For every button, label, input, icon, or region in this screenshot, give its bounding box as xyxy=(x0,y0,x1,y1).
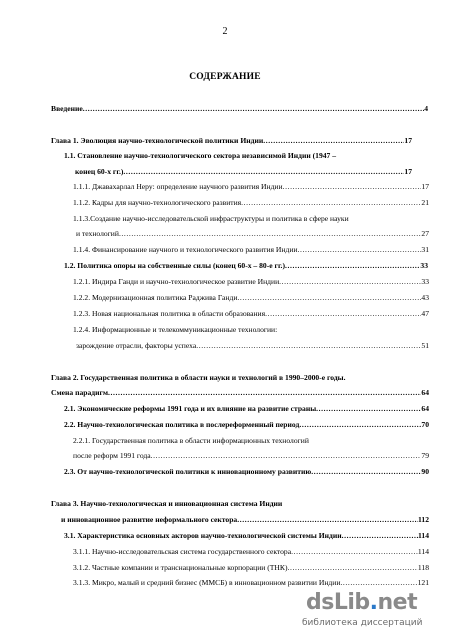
page-number: 2 xyxy=(222,26,228,37)
toc-entry-3-1-1: 3.1.1. Научно-исследовательская система государственного сектора ..... 114 xyxy=(73,547,429,557)
toc-entry-chapter-3-line2: и инновационное развитие неформального сектора ..... 112 xyxy=(61,515,429,525)
toc-entry-1-1-1: 1.1.1. Джавахарлал Неру: определение научного развития Индии ..... 17 xyxy=(73,182,429,192)
watermark xyxy=(300,588,442,632)
toc-entry-2-2: 2.2. Научно-технологическая политика в послереформенный период ..... 70 xyxy=(64,420,429,430)
page-title: СОДЕРЖАНИЕ xyxy=(189,72,261,82)
toc-entry-1-2-3: 1.2.3. Новая национальная политика в области образования ..... 47 xyxy=(73,309,429,319)
toc-entry-2-2-1-line1: 2.2.1. Государственная политика в области информационных технологий xyxy=(73,436,309,445)
toc-entry-chapter-2-line1: Глава 2. Государственная политика в области науки и технологий в 1990–2000-е годы. xyxy=(51,373,346,382)
toc-entry-chapter-2-line2: Смена парадигм ..... 64 xyxy=(51,388,429,398)
toc-entry-2-2-1-line2: после реформ 1991 года ..... 79 xyxy=(73,451,429,461)
toc-entry-1-1-line2: конец 60-х гг.) ..... 17 xyxy=(75,167,412,177)
toc-entry-1-2-2: 1.2.2. Модернизационная политика Раджива Ганди ..... 43 xyxy=(73,293,429,303)
toc-entry-1-2-4-line1: 1.2.4. Информационные и телекоммуникационные технологии: xyxy=(73,325,278,334)
toc-entry-3-1-2: 3.1.2. Частные компании и транснациональные корпорации (ТНК) ..... 118 xyxy=(73,563,429,573)
toc-entry-1-2-4-line2: зарождение отрасли, факторы успеха ..... 51 xyxy=(76,341,429,351)
watermark-subtitle: библиотека диссертаций xyxy=(302,618,423,628)
toc-entry-1-1-line1: 1.1. Становление научно-технологического сектора независимой Индии (1947 – xyxy=(64,151,337,160)
toc-entry-1-1-2: 1.1.2. Кадры для научно-технологического развития ..... 21 xyxy=(73,198,429,208)
toc-entry-3-1-3: 3.1.3. Микро, малый и средний бизнес (ММСБ) в инновационном развитии Индии ..... 121 xyxy=(73,578,429,588)
toc-entry-chapter-1: Глава 1. Эволюция научно-технологической политики Индии ..... 17 xyxy=(51,136,412,146)
toc-entry-2-1: 2.1. Экономические реформы 1991 года и их влияние на развитие страны ..... 64 xyxy=(64,404,429,414)
toc-entry-3-1: 3.1. Характеристика основных акторов научно-технологической системы Индии ..... 114 xyxy=(64,531,429,541)
toc-entry-chapter-3-line1: Глава 3. Научно-технологическая и инновационная система Индии xyxy=(51,499,283,508)
toc-entry-2-3: 2.3. От научно-технологической политики к инновационному развитию ..... 90 xyxy=(64,467,429,477)
dslib-logo: dsLib.net xyxy=(306,590,418,615)
toc-entry-1-1-3-line2: и технологий ..... 27 xyxy=(76,229,429,239)
toc-entry-introduction: Введение ..... 4 xyxy=(51,104,428,114)
toc-entry-1-1-3-line1: 1.1.3.Создание научно-исследовательской инфраструктуры и политика в сфере науки xyxy=(73,214,349,223)
toc-entry-1-1-4: 1.1.4. Финансирование научного и технологического развития Индии ..... 31 xyxy=(73,245,429,255)
toc-entry-1-2: 1.2. Политика опоры на собственные силы (конец 60-х – 80-е гг.) ..... 33 xyxy=(64,261,428,271)
toc-entry-1-2-1: 1.2.1. Индира Ганди и научно-технологическое развитие Индии ..... 33 xyxy=(73,277,429,287)
